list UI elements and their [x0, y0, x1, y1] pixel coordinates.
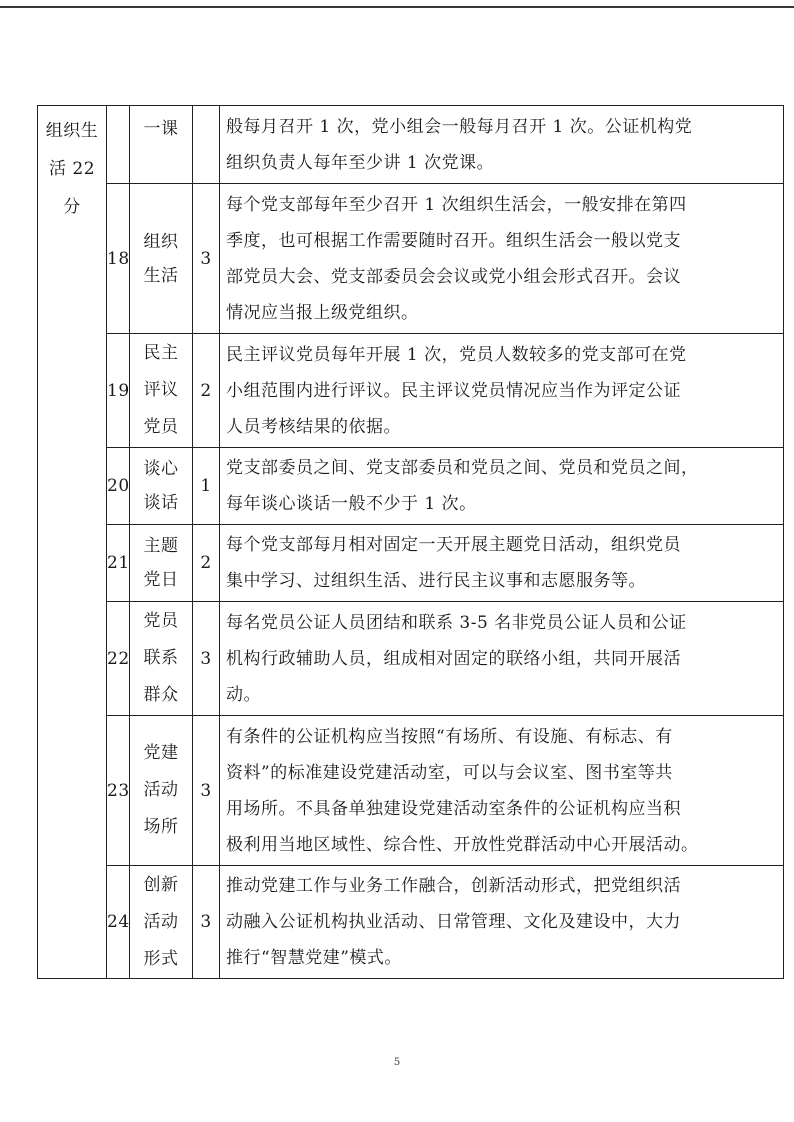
item-description-line: 党支部委员之间、党支部委员和党员之间、党员和党员之间，: [226, 458, 699, 478]
item-number: 19: [107, 334, 130, 448]
table-row: [38, 106, 784, 184]
item-description: [220, 184, 784, 334]
item-name-line: 党员: [143, 417, 179, 437]
item-description: [220, 448, 784, 525]
item-description: [220, 334, 784, 448]
page-number: 5: [393, 1057, 401, 1068]
category-cell: [38, 106, 107, 979]
item-score: [193, 106, 220, 184]
item-name: [130, 184, 193, 334]
item-name-line: 谈心: [143, 459, 179, 479]
item-name-line: 评议: [143, 380, 179, 400]
table-row: [38, 525, 784, 602]
item-score: 3: [193, 716, 220, 866]
table-row: [38, 716, 784, 866]
item-name-line: 活动: [143, 780, 179, 800]
item-description-line: 机构行政辅助人员，组成相对固定的联络小组，共同开展活: [226, 648, 681, 669]
item-description-line: 每名党员公证人员团结和联系 3-5 名非党员公证人员和公证: [226, 612, 687, 633]
item-score: 3: [193, 184, 220, 334]
item-description-line: 季度，也可根据工作需要随时召开。组织生活会一般以党支: [226, 230, 681, 251]
item-number: 22: [107, 602, 130, 716]
category-label-line: 组织生: [45, 121, 99, 141]
item-name: [130, 602, 193, 716]
item-description: [220, 106, 784, 184]
table-row: [38, 184, 784, 334]
item-description-line: 小组范围内进行评议。民主评议党员情况应当作为评定公证: [226, 380, 681, 401]
item-name: [130, 866, 193, 979]
item-name-line: 生活: [143, 265, 179, 286]
item-name-line: 群众: [143, 685, 179, 705]
item-name-line: 谈话: [143, 493, 179, 513]
item-description-line: 集中学习、过组织生活、进行民主议事和志愿服务等。: [226, 571, 646, 591]
item-name-line: 场所: [143, 817, 179, 837]
top-rule: [0, 6, 794, 8]
item-name-line: 主题: [143, 536, 179, 556]
item-name: [130, 525, 193, 602]
item-number: 18: [107, 184, 130, 334]
item-name-line: 党员: [143, 611, 179, 631]
item-description-line: 般每月召开 1 次，党小组会一般每月召开 1 次。公证机构党: [226, 116, 693, 137]
item-name-line: 形式: [143, 948, 179, 969]
item-description: [220, 866, 784, 979]
category-label-line: 活 22: [48, 159, 96, 179]
item-description-line: 每年谈心谈话一般不少于 1 次。: [226, 494, 477, 514]
item-description-line: 有条件的公证机构应当按照“有场所、有设施、有标志、有: [226, 726, 673, 747]
item-description-line: 民主评议党员每年开展 1 次，党员人数较多的党支部可在党: [226, 344, 687, 365]
evaluation-table: [37, 105, 784, 979]
item-name-line: 党建: [143, 743, 179, 763]
item-name-line: 组织: [143, 231, 179, 252]
item-description-line: 资料”的标准建设党建活动室，可以与会议室、图书室等共: [226, 762, 673, 783]
item-description: [220, 716, 784, 866]
item-name: [130, 448, 193, 525]
table-row: [38, 602, 784, 716]
item-description-line: 动。: [226, 684, 261, 705]
item-name-line: 联系: [143, 648, 179, 668]
item-score: 2: [193, 525, 220, 602]
item-description-line: 极利用当地区域性、综合性、开放性党群活动中心开展活动。: [226, 834, 699, 855]
item-name-line: 创新: [143, 874, 179, 895]
item-number: 23: [107, 716, 130, 866]
item-name-line: 一课: [143, 119, 179, 139]
item-score: 2: [193, 334, 220, 448]
item-name-line: 活动: [143, 911, 179, 932]
item-number: 24: [107, 866, 130, 979]
item-name-line: 党日: [143, 570, 179, 590]
item-description-line: 推动党建工作与业务工作融合，创新活动形式，把党组织活: [226, 876, 681, 896]
item-name-line: 民主: [143, 343, 179, 363]
item-number: 21: [107, 525, 130, 602]
table-row: [38, 334, 784, 448]
item-score: 1: [193, 448, 220, 525]
item-score: 3: [193, 602, 220, 716]
item-score: 3: [193, 866, 220, 979]
item-description-line: 用场所。不具备单独建设党建活动室条件的公证机构应当积: [226, 798, 681, 819]
item-number: 20: [107, 448, 130, 525]
item-description-line: 动融入公证机构执业活动、日常管理、文化及建设中，大力: [226, 912, 681, 932]
item-description-line: 每个党支部每年至少召开 1 次组织生活会，一般安排在第四: [226, 194, 687, 215]
item-description: [220, 525, 784, 602]
table-row: [38, 866, 784, 979]
item-description-line: 推行“智慧党建”模式。: [226, 948, 402, 968]
item-description-line: 部党员大会、党支部委员会会议或党小组会形式召开。会议: [226, 266, 681, 287]
item-description-line: 每个党支部每月相对固定一天开展主题党日活动，组织党员: [226, 535, 681, 555]
table-row: [38, 448, 784, 525]
item-description-line: 组织负责人每年至少讲 1 次党课。: [226, 152, 495, 173]
item-name: [130, 106, 193, 184]
item-description: [220, 602, 784, 716]
item-name: [130, 716, 193, 866]
item-name: [130, 334, 193, 448]
item-description-line: 情况应当报上级党组织。: [226, 302, 419, 323]
category-label-line: 分: [63, 197, 81, 217]
item-description-line: 人员考核结果的依据。: [226, 416, 401, 437]
item-number: [107, 106, 130, 184]
